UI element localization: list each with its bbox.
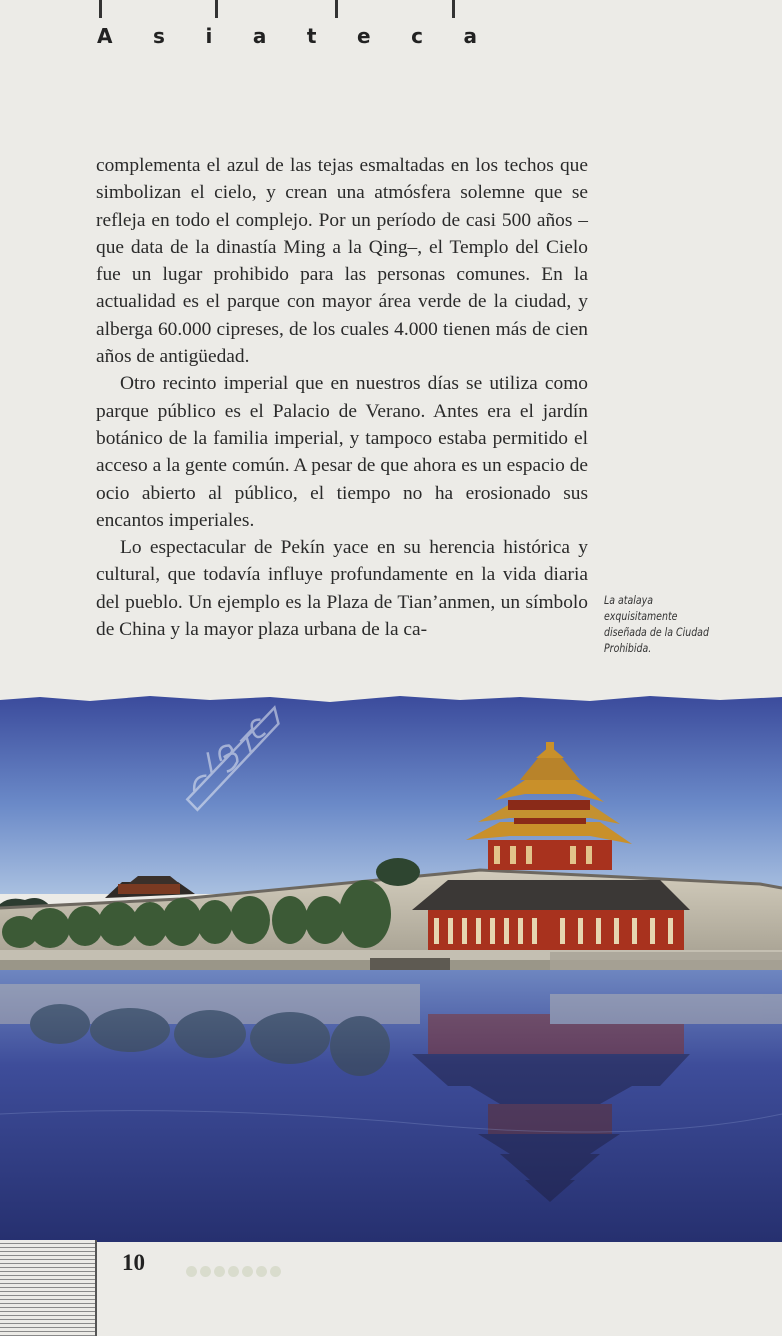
footer-dot [270,1266,281,1277]
paragraph: Otro recinto imperial que en nuestros días se utiliza como parque público es el Palacio de Verano. Antes era el jardín botánico de la familia imperial, y tampoco estaba permitido el acceso a la gente común. A pesar de que ahora es un espacio de ocio abierto al público, el tiempo no ha erosionado sus encantos imperiales. [96,373,588,531]
section-title-letter: a [463,24,477,48]
footer-dot [256,1266,267,1277]
header-rule [99,0,102,18]
running-header [0,0,782,60]
footer-dot [228,1266,239,1277]
section-title [97,24,477,48]
section-title-letter: e [356,24,371,48]
forbidden-city-watchtower-photo [0,694,782,1242]
footer-dot [214,1266,225,1277]
page-footer [0,1240,782,1336]
paragraph: Lo espectacular de Pekín yace en su herencia histórica y cultural, que todavía influye profundamente en la vida diaria del pueblo. Un ejemplo es la Plaza de Tian’anmen, un símbolo de China y la mayor plaza urbana de la ca- [96,537,588,641]
page-number: 10 [122,1250,145,1275]
header-rule [452,0,455,18]
footer-stripe-block [0,1240,95,1336]
footer-dot [200,1266,211,1277]
section-title-letter: A [97,24,113,48]
footer-dot [186,1266,197,1277]
section-title-letter: s [153,24,165,48]
header-rule [335,0,338,18]
footer-dot [242,1266,253,1277]
paragraph: complementa el azul de las tejas esmaltadas en los techos que simbolizan el cielo, y crean una atmósfera solemne que se refleja en todo el complejo. Por un período de casi 500 años –que data de la dinastía Ming a la Qing–, el Templo del Cielo fue un lugar prohibido para las personas comunes. En la actualidad es el parque con mayor área verde de la ciudad, y alberga 60.000 cipreses, de los cuales 4.000 tienen más de cien años de antigüedad. [96,155,588,368]
body-text [96,152,588,643]
footer-dots-ornament [186,1264,284,1282]
section-title-letter: t [306,24,317,48]
section-title-letter: a [252,24,267,48]
section-title-letter: c [411,24,423,48]
header-rule [215,0,218,18]
photo-caption: La atalaya exquisitamente diseñada de la Ciudad Prohibida. [604,593,709,655]
footer-divider [95,1240,97,1336]
section-title-letter: i [205,24,213,48]
